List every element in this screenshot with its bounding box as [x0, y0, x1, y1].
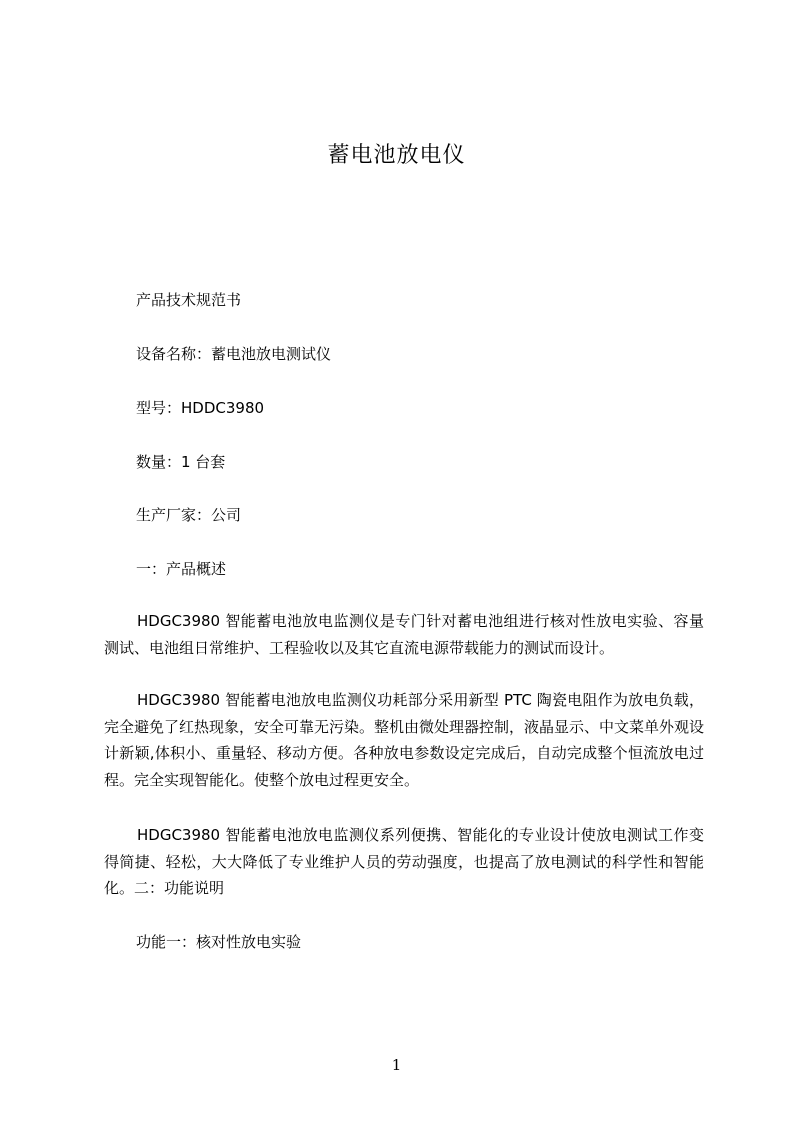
spec-heading: 产品技术规范书: [136, 291, 242, 309]
function-one-heading: 功能一：核对性放电实验: [136, 933, 302, 951]
section-overview-heading: 一：产品概述: [136, 560, 227, 578]
manufacturer-line: 生产厂家：公司: [136, 506, 242, 524]
quantity-line: 数量：1 台套: [136, 453, 226, 471]
overview-paragraph-1: HDGC3980 智能蓄电池放电监测仪是专门针对蓄电池组进行核对性放电实验、容量测试、电池组日常维护、工程验收以及其它直流电源带载能力的测试而设计。: [104, 612, 704, 657]
page-number: 1: [391, 1056, 402, 1074]
device-name-line: 设备名称：蓄电池放电测试仪: [136, 345, 332, 363]
model-line: 型号：HDDC3980: [136, 399, 265, 417]
overview-paragraph-3: HDGC3980 智能蓄电池放电监测仪系列便携、智能化的专业设计使放电测试工作变得简捷、轻松，大大降低了专业维护人员的劳动强度，也提高了放电测试的科学性和智能化。二：功能说明: [104, 826, 704, 897]
document-title: 蓄电池放电仪: [327, 143, 466, 168]
overview-paragraph-2: HDGC3980 智能蓄电池放电监测仪功耗部分采用新型 PTC 陶瓷电阻作为放电负载，完全避免了红热现象，安全可靠无污染。整机由微处理器控制，液晶显示、中文菜单外观设计新颖,体积小、重量轻、移动方便。各种放电参数设定完成后，自动完成整个恒流放电过程。完全实现智能化。使整个放电过程更安全。: [104, 691, 705, 789]
